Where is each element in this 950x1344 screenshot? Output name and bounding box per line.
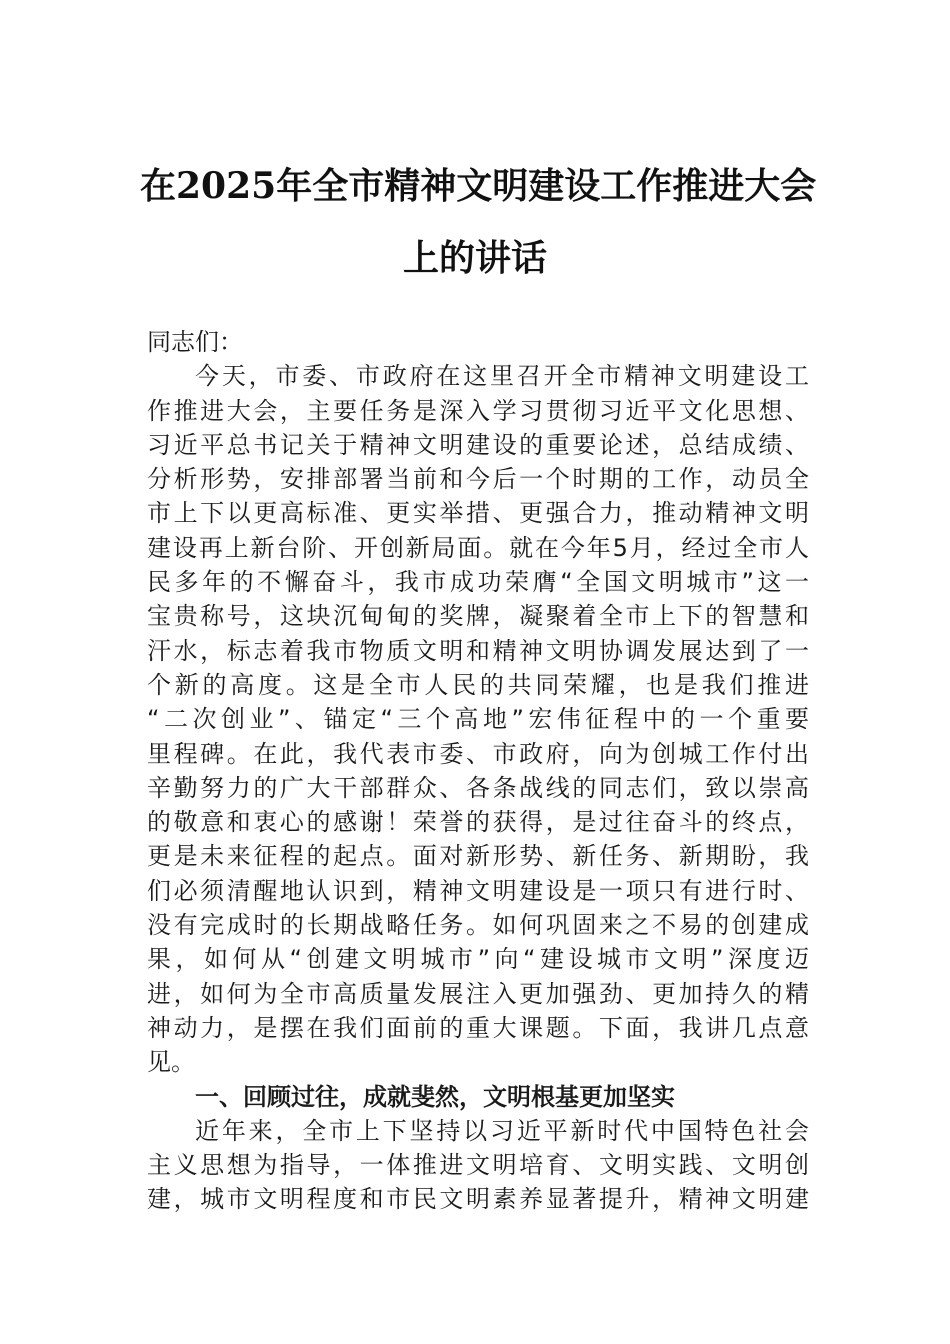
section-heading-1: 一、回顾过往，成就斐然，文明根基更加坚实 bbox=[195, 1082, 675, 1111]
text-line: 宝贵称号，这块沉甸甸的奖牌，凝聚着全市上下的智慧和 bbox=[147, 602, 809, 631]
text-line: 分析形势，安排部署当前和今后一个时期的工作，动员全 bbox=[147, 465, 809, 494]
text-line: 近年来，全市上下坚持以习近平新时代中国特色社会 bbox=[195, 1116, 809, 1145]
text-line: 市上下以更高标准、更实举措、更强合力，推动精神文明 bbox=[147, 499, 809, 528]
salutation: 同志们： bbox=[147, 328, 243, 356]
text-line: 神动力，是摆在我们面前的重大课题。下面，我讲几点意 bbox=[147, 1013, 809, 1042]
text-line: 辛勤努力的广大干部群众、各条战线的同志们，致以崇高 bbox=[147, 773, 809, 802]
text-line: 们必须清醒地认识到，精神文明建设是一项只有进行时、 bbox=[147, 876, 809, 905]
text-line: 个新的高度。这是全市人民的共同荣耀，也是我们推进 bbox=[147, 670, 809, 699]
text-line: 没有完成时的长期战略任务。如何巩固来之不易的创建成 bbox=[147, 911, 809, 940]
paragraph-section1 bbox=[147, 1114, 809, 1217]
paragraph-intro bbox=[147, 359, 809, 1079]
text-line: 建，城市文明程度和市民文明素养显著提升，精神文明建 bbox=[147, 1185, 809, 1214]
title-line-2: 上的讲话 bbox=[402, 237, 547, 279]
text-line: 汗水，标志着我市物质文明和精神文明协调发展达到了一 bbox=[147, 636, 809, 665]
text-line: 建设再上新台阶、开创新局面。就在今年5月，经过全市人 bbox=[147, 533, 809, 562]
text-line: “二次创业”、锚定“三个高地”宏伟征程中的一个重要 bbox=[147, 705, 809, 734]
text-line: 里程碑。在此，我代表市委、市政府，向为创城工作付出 bbox=[147, 739, 809, 768]
document-title bbox=[140, 160, 817, 304]
title-line-1: 在2025年全市精神文明建设工作推进大会 bbox=[140, 165, 817, 207]
text-line: 更是未来征程的起点。面对新形势、新任务、新期盼，我 bbox=[147, 842, 809, 871]
text-line: 进，如何为全市高质量发展注入更加强劲、更加持久的精 bbox=[147, 979, 809, 1008]
text-line: 的敬意和衷心的感谢！荣誉的获得，是过往奋斗的终点， bbox=[147, 808, 809, 837]
text-line: 作推进大会，主要任务是深入学习贯彻习近平文化思想、 bbox=[147, 396, 809, 425]
document-body bbox=[147, 325, 809, 1217]
text-line: 见。 bbox=[147, 1048, 195, 1077]
text-line: 民多年的不懈奋斗，我市成功荣膺“全国文明城市”这一 bbox=[147, 568, 809, 597]
text-line: 果，如何从“创建文明城市”向“建设城市文明”深度迈 bbox=[147, 945, 809, 974]
text-line: 今天，市委、市政府在这里召开全市精神文明建设工 bbox=[195, 362, 809, 391]
text-line: 主义思想为指导，一体推进文明培育、文明实践、文明创 bbox=[147, 1151, 809, 1180]
text-line: 习近平总书记关于精神文明建设的重要论述，总结成绩、 bbox=[147, 430, 809, 459]
